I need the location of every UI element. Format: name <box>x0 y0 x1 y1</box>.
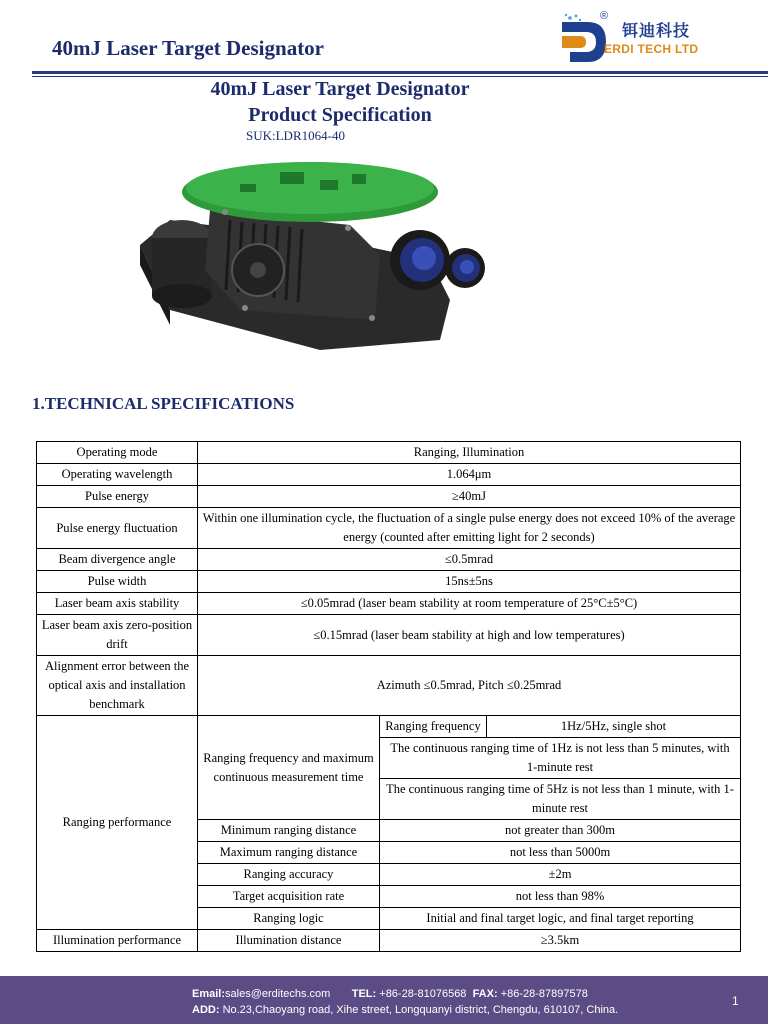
table-row <box>37 615 741 656</box>
spec-value: 1Hz/5Hz, single shot <box>487 716 741 738</box>
spec-value: not less than 98% <box>380 886 741 908</box>
address-label: ADD: <box>192 1004 220 1016</box>
spec-value: ≥40mJ <box>198 486 741 508</box>
spec-value: ±2m <box>380 864 741 886</box>
spec-value: not greater than 300m <box>380 820 741 842</box>
spec-value: Within one illumination cycle, the fluctuation of a single pulse energy does not exceed 10% of the average energy (counted after emitting light for 2 seconds) <box>198 508 741 549</box>
spec-label: Ranging performance <box>37 716 198 930</box>
table-row <box>37 930 741 952</box>
email-label: Email: <box>192 988 226 1000</box>
spec-label: Beam divergence angle <box>37 549 198 571</box>
spec-value: Azimuth ≤0.5mrad, Pitch ≤0.25mrad <box>198 656 741 716</box>
spec-label: Pulse energy <box>37 486 198 508</box>
table-row <box>37 464 741 486</box>
spec-value: 1.064μm <box>198 464 741 486</box>
table-row <box>37 656 741 716</box>
spec-value: 15ns±5ns <box>198 571 741 593</box>
spec-sublabel: Target acquisition rate <box>198 886 380 908</box>
spec-value: ≤0.05mrad (laser beam stability at room temperature of 25°C±5°C) <box>198 593 741 615</box>
spec-label: Pulse width <box>37 571 198 593</box>
table-row <box>37 593 741 615</box>
spec-value: ≤0.15mrad (laser beam stability at high and low temperatures) <box>198 615 741 656</box>
spec-label: Laser beam axis stability <box>37 593 198 615</box>
spec-label: Alignment error between the optical axis and installation benchmark <box>37 656 198 716</box>
footer-fax: +86-28-87897578 <box>500 988 588 1000</box>
tel-label: TEL: <box>351 988 377 1000</box>
footer-email[interactable]: sales@erditechs.com <box>225 988 331 1000</box>
spec-value: Initial and final target logic, and final target reporting <box>380 908 741 930</box>
footer-tel: +86-28-81076568 <box>379 988 467 1000</box>
spec-label: Laser beam axis zero-position drift <box>37 615 198 656</box>
spec-label: Operating mode <box>37 442 198 464</box>
spec-value: not less than 5000m <box>380 842 741 864</box>
table-row <box>37 549 741 571</box>
page-number: 1 <box>732 994 739 1008</box>
header-title: 40mJ Laser Target Designator <box>52 36 325 60</box>
footer-address <box>192 1004 618 1016</box>
spec-sublabel: Ranging frequency and maximum continuous measurement time <box>198 716 380 820</box>
footer-contact <box>192 988 588 1000</box>
registered-mark: ® <box>600 10 609 22</box>
spec-value: The continuous ranging time of 1Hz is not less than 5 minutes, with 1-minute rest <box>380 738 741 779</box>
spec-table <box>36 441 741 952</box>
spec-label: Pulse energy fluctuation <box>37 508 198 549</box>
table-row <box>37 571 741 593</box>
section-heading: 1.TECHNICAL SPECIFICATIONS <box>32 394 295 413</box>
doc-title: 40mJ Laser Target Designator <box>210 78 470 100</box>
spec-sublabel: Ranging logic <box>198 908 380 930</box>
table-row <box>37 486 741 508</box>
table-row <box>37 442 741 464</box>
header-rule <box>32 71 768 74</box>
header-rule-thin <box>32 76 768 77</box>
sku-code: SUK:LDR1064-40 <box>246 128 345 143</box>
logo-english-name: ERDI TECH LTD <box>604 42 699 56</box>
footer-address-text: No.23,Chaoyang road, Xihe street, Longquanyi district, Chengdu, 610107, China. <box>222 1004 619 1016</box>
spec-value: Ranging, Illumination <box>198 442 741 464</box>
footer-bar <box>0 976 768 1024</box>
spec-sublabel: Illumination distance <box>198 930 380 952</box>
product-image <box>130 150 490 360</box>
spec-sublabel: Minimum ranging distance <box>198 820 380 842</box>
doc-subtitle: Product Specification <box>248 104 432 126</box>
spec-label: Illumination performance <box>37 930 198 952</box>
spec-sublabel: Ranging frequency <box>380 716 487 738</box>
spec-value: ≥3.5km <box>380 930 741 952</box>
spec-value: ≤0.5mrad <box>198 549 741 571</box>
spec-sublabel: Ranging accuracy <box>198 864 380 886</box>
fax-label: FAX: <box>472 988 498 1000</box>
table-row <box>37 508 741 549</box>
spec-sublabel: Maximum ranging distance <box>198 842 380 864</box>
spec-value: The continuous ranging time of 5Hz is not less than 1 minute, with 1-minute rest <box>380 779 741 820</box>
spec-label: Operating wavelength <box>37 464 198 486</box>
table-row <box>37 716 741 738</box>
logo-chinese-name: 铒迪科技 <box>622 21 691 40</box>
